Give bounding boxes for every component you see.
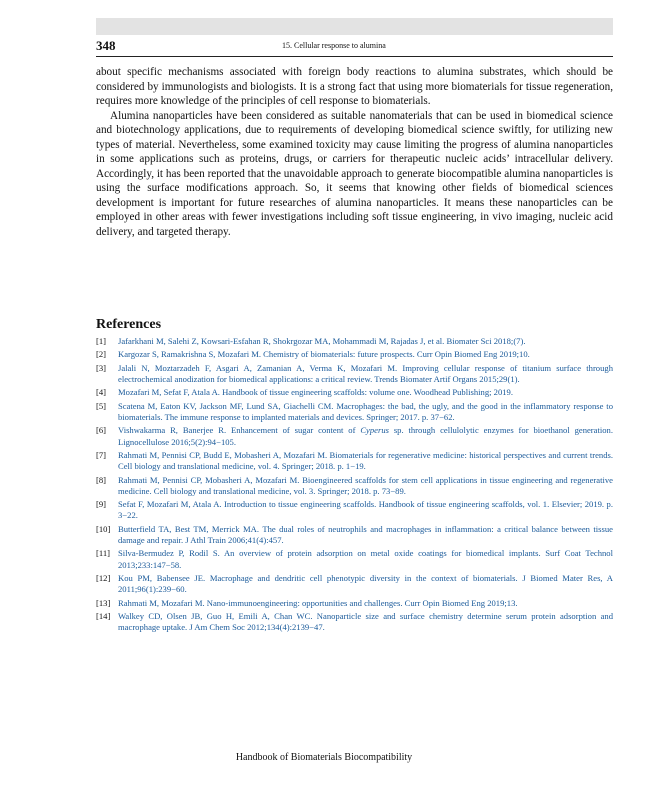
reference-link[interactable]: Kou PM, Babensee JE. Macrophage and dendritic cell phenotypic diversity in the context of biomaterials. J Biomed Mater Res, A 2011;96(1):239−60. bbox=[118, 572, 613, 595]
top-gray-bar bbox=[96, 18, 613, 35]
reference-link[interactable]: Butterfield TA, Best TM, Merrick MA. The dual roles of neutrophils and macrophages in inflammation: a critical balance between tissue damage and repair. J Athl Train 2006;41(4):457. bbox=[118, 523, 613, 545]
reference-item[interactable] bbox=[96, 363, 613, 385]
reference-item[interactable] bbox=[96, 598, 613, 609]
reference-item[interactable] bbox=[96, 387, 613, 398]
reference-link[interactable]: Jafarkhani M, Salehi Z, Kowsari-Esfahan R, Shokrgozar MA, Mohammadi M, Rajadas J, et al. Biomater Sci 2018;(7). bbox=[118, 336, 526, 346]
body-text bbox=[96, 65, 613, 239]
reference-item[interactable] bbox=[96, 336, 613, 347]
reference-number: [3] bbox=[96, 362, 107, 373]
reference-link[interactable]: Rahmati M, Pennisi CP, Mobasheri A, Mozafari M. Bioengineered scaffolds for stem cell applications in tissue engineering and regenerative medicine. Cell biology and translational medicine, vol. 3. Springer; 2018. p. 73−89. bbox=[118, 474, 613, 496]
reference-link[interactable]: Rahmati M, Mozafari M. Nano-immunoengineering: opportunities and challenges. Curr Opin Biomed Eng 2019;13. bbox=[118, 597, 518, 608]
reference-number: [8] bbox=[96, 474, 107, 485]
reference-item[interactable] bbox=[96, 499, 613, 521]
reference-link[interactable] bbox=[118, 425, 613, 446]
reference-list bbox=[96, 336, 613, 636]
reference-link[interactable]: Walkey CD, Olsen JB, Guo H, Emili A, Chan WC. Nanoparticle size and surface chemistry determine serum protein adsorption and macrophage uptake. J Am Chem Soc 2012;134(4):2139−47. bbox=[118, 610, 613, 633]
reference-number: [2] bbox=[96, 349, 107, 360]
reference-number: [10] bbox=[96, 523, 111, 534]
reference-number: [6] bbox=[96, 425, 107, 436]
reference-number: [12] bbox=[96, 572, 111, 583]
reference-item[interactable] bbox=[96, 573, 613, 595]
reference-link[interactable]: Mozafari M, Sefat F, Atala A. Handbook of tissue engineering scaffolds: volume one. Woodhead Publishing; 2019. bbox=[118, 387, 513, 398]
reference-item[interactable] bbox=[96, 611, 613, 633]
reference-item[interactable] bbox=[96, 349, 613, 360]
reference-number: [13] bbox=[96, 597, 111, 608]
reference-number: [9] bbox=[96, 499, 107, 510]
reference-link[interactable]: Scatena M, Eaton KV, Jackson MF, Lund SA, Giachelli CM. Macrophages: the bad, the ugly, and the good in the inflammatory response to biomaterials. The immune response to implanted materials and devices. Springer; 2017. p. 37−62. bbox=[118, 400, 613, 422]
running-title: 15. Cellular response to alumina bbox=[282, 41, 386, 50]
reference-item[interactable] bbox=[96, 475, 613, 497]
reference-item[interactable] bbox=[96, 524, 613, 546]
reference-item[interactable] bbox=[96, 401, 613, 423]
footer-book-title: Handbook of Biomaterials Biocompatibility bbox=[235, 752, 413, 763]
reference-item[interactable] bbox=[96, 548, 613, 570]
reference-item[interactable] bbox=[96, 425, 613, 447]
reference-number: [7] bbox=[96, 449, 107, 460]
reference-number: [4] bbox=[96, 387, 107, 398]
reference-number: [11] bbox=[96, 548, 110, 559]
references-heading: References bbox=[96, 317, 162, 332]
page-header bbox=[96, 38, 613, 57]
reference-link[interactable]: Kargozar S, Ramakrishna S, Mozafari M. Chemistry of biomaterials: future prospects. Curr Opin Biomed Eng 2019;10. bbox=[118, 349, 530, 360]
reference-text-part: sp. through cellulolytic enzymes for bioethanol generation. Lignocellulose 2016;5(2):94−105. bbox=[118, 425, 613, 447]
reference-link[interactable]: Jalali N, Moztarzadeh F, Asgari A, Zamanian A, Verma K, Mozafari M. Improving cellular response of titanium surface through electrochemical anodization for biomedical applications: a critical review. Trends Biomater Artif Organs 2015;29(1). bbox=[118, 362, 613, 384]
reference-number: [1] bbox=[96, 336, 107, 346]
reference-link[interactable]: Silva-Bermudez P, Rodil S. An overview of protein adsorption on metal oxide coatings for biomedical implants. Surf Coat Technol 2013;233:147−58. bbox=[118, 548, 613, 570]
paragraph: Alumina nanoparticles have been considered as suitable nanomaterials that can be used in biomedical science and biotechnology applications, due to requirements of developing biomedical science swiftly, for utilizing new types of material. Nevertheless, some examined toxicity may cause limiting the progress of alumina nanoparticles in some applications such as proteins, drugs, or carriers for therapeutic nucleic acids’ intracellular delivery. Accordingly, it has been reported that the unavoidable approach to generate biocompatible alumina nanoparticles is using the surface modifications approach. So, it seems that knowing other fields of biomedical sciences development is important for future researches of alumina nanoparticles. It means these nanoparticles can be employed in other areas with fewer investigations including soft tissue engineering, in vivo imaging, nucleic acid delivery, and targeted therapy. bbox=[96, 109, 613, 238]
reference-number: [14] bbox=[96, 610, 111, 621]
reference-link[interactable]: Sefat F, Mozafari M, Atala A. Introduction to tissue engineering scaffolds. Handbook of tissue engineering scaffolds, vol. 1. Elsevier; 2019. p. 3−22. bbox=[118, 499, 613, 521]
paragraph: about specific mechanisms associated with foreign body reactions to alumina substrates, which should be considered by immunologists and biologists. It is a strong fact that using more biomaterials for tissue regeneration, requires more knowledge of the principles of cell response to biomaterials. bbox=[96, 66, 613, 107]
reference-number: [5] bbox=[96, 400, 107, 411]
reference-text-part: Vishwakarma R, Banerjee R. Enhancement of sugar content of bbox=[118, 425, 361, 436]
reference-item[interactable] bbox=[96, 450, 613, 472]
reference-italic-term: Cyperus bbox=[360, 425, 389, 436]
page-number: 348 bbox=[96, 38, 116, 53]
reference-link[interactable]: Rahmati M, Pennisi CP, Budd E, Mobasheri A, Mozafari M. Biomaterials for regenerative medicine: historical perspectives and current trends. Cell biology and translational medicine, vol. 4. Springer; 2018. p. 1−19. bbox=[118, 449, 613, 472]
